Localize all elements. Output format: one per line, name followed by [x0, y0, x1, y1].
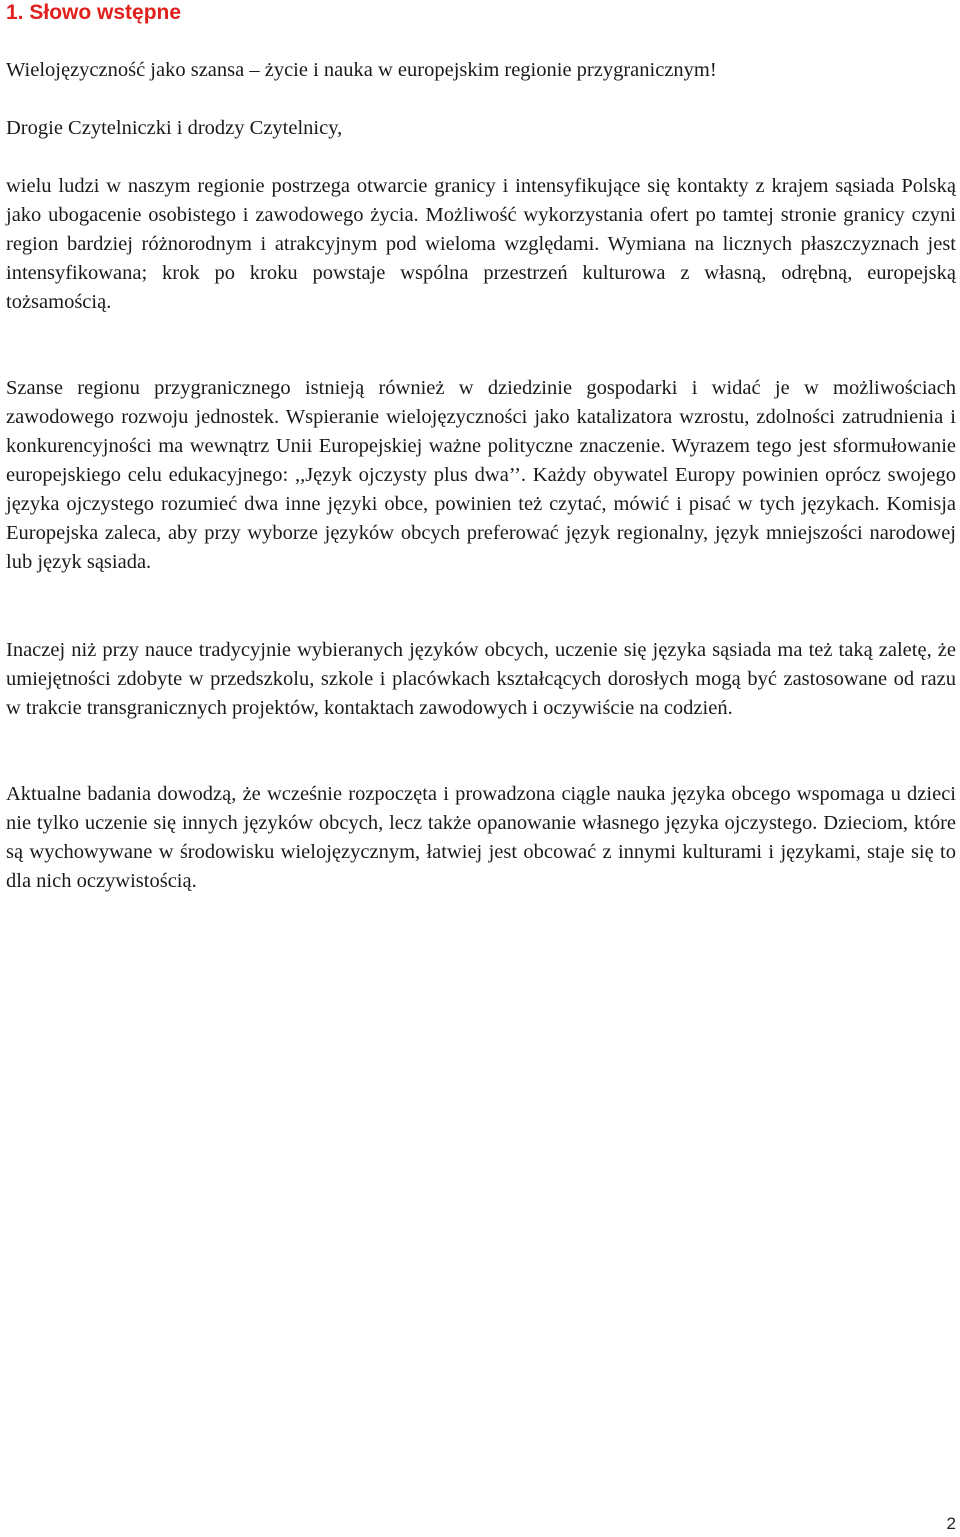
- body-paragraph: Szanse regionu przygranicznego istnieją również w dziedzinie gospodarki i widać je w możliwościach zawodowego rozwoju jednostek. Wspieranie wielojęzyczności jako katalizatora wzrostu, zdolności zatrudnienia i konkurencyjności ma wewnątrz Unii Europejskiej ważne polityczne znaczenie. Wyrazem tego jest sformułowanie europejskiego celu edukacyjnego: ,,Język ojczysty plus dwa’’. Każdy obywatel Europy powinien oprócz swojego języka ojczystego rozumieć dwa inne języki obce, powinien też czytać, mówić i pisać w tych językach. Komisja Europejska zaleca, aby przy wyborze języków obcych preferować język regionalny, język mniejszości narodowej lub język sąsiada.: [6, 377, 956, 573]
- greeting-line: Drogie Czytelniczki i drodzy Czytelnicy,: [6, 117, 343, 139]
- body-paragraph: Inaczej niż przy nauce tradycyjnie wybieranych języków obcych, uczenie się języka sąsiada ma też taką zaletę, że umiejętności zdobyte w przedszkolu, szkole i placówkach kształcących dorosłych mogą być zastosowane od razu w trakcie transgranicznych projektów, kontaktach zawodowych i oczywiście na codzień.: [6, 639, 956, 719]
- page-number: 2: [946, 1514, 956, 1533]
- body-paragraph: wielu ludzi w naszym regionie postrzega otwarcie granicy i intensyfikujące się kontakty z krajem sąsiada Polską jako ubogacenie osobistego i zawodowego życia. Możliwość wykorzystania ofert po tamtej stronie granicy czyni region bardziej różnorodnym i atrakcyjnym pod wieloma względami. Wymiana na licznych płaszczyznach jest intensyfikowana; krok po kroku powstaje wspólna przestrzeń kulturowa z własną, odrębną, europejską tożsamością.: [6, 175, 956, 313]
- body-paragraph: Aktualne badania dowodzą, że wcześnie rozpoczęta i prowadzona ciągle nauka języka obcego wspomaga u dzieci nie tylko uczenie się innych języków obcych, lecz także opanowanie własnego języka ojczystego. Dzieciom, które są wychowywane w środowisku wielojęzycznym, łatwiej jest obcować z innymi kulturami i językami, staje się to dla nich oczywistością.: [6, 783, 956, 892]
- section-heading: 1. Słowo wstępne: [6, 1, 182, 24]
- document-subtitle: Wielojęzyczność jako szansa – życie i nauka w europejskim regionie przygranicznym!: [6, 59, 717, 81]
